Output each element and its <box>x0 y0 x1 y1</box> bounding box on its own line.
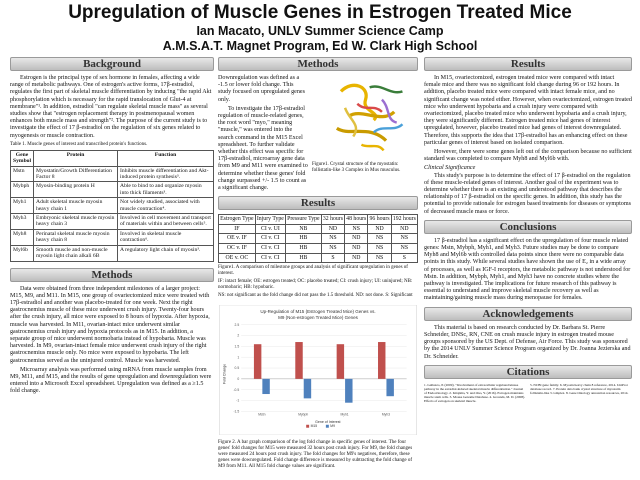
table-cell: NS <box>368 244 391 254</box>
table-cell: Myh8 <box>11 229 34 245</box>
poster-author: Ian Macato, UNLV Summer Science Camp <box>196 24 444 38</box>
poster-header <box>0 0 640 56</box>
table-cell: OE v. OC <box>219 253 256 263</box>
table-row <box>11 245 214 261</box>
citations-heading: Citations <box>424 365 632 379</box>
results-legend-1: IF: intact female; OE: estrogen treated; OC: placebo treated; CI: crush injury; UI: uninjured; NB: normobaric; HB: hypobaric. <box>218 279 413 291</box>
chart-bar <box>262 379 269 394</box>
table-cell: NS <box>391 234 417 244</box>
chart-bar <box>386 379 393 396</box>
citations-right: 5. NCBI gene family. 6. Myosin heavy chain 8 reference, 2014. UniProt database record. 7. Protein data bank crystal structure of myostatin follistatin-like 3 complex. 8. Gene Ontology annotation resources, 2014. <box>530 382 629 395</box>
table-cell: CI v. UI <box>255 224 285 234</box>
table-cell: ND <box>391 224 417 234</box>
protein-structure-image <box>312 75 424 157</box>
right-column <box>424 57 632 403</box>
chart-y-tick-label: 1.5 <box>234 344 240 349</box>
gene-table-header: Protein <box>34 150 118 166</box>
chart-y-label: Fold Change <box>222 364 227 385</box>
chart-bar <box>304 379 311 399</box>
chart-x-label: Gene of Interest <box>315 420 341 425</box>
chart-x-tick-label: Mybph <box>298 412 309 417</box>
gene-table-header: Gene Symbol <box>11 150 34 166</box>
chart-y-tick-label: -1.5 <box>233 409 240 414</box>
chart-legend-swatch <box>326 425 329 428</box>
table-cell: HB <box>286 244 322 254</box>
chart-bar <box>254 344 261 379</box>
methods-mid-text-1: Downregulation was defined as a -1.5 or lower fold change. This study focused on upregulated genes only. <box>218 75 305 103</box>
table-cell: HB <box>286 253 322 263</box>
gene-table <box>10 150 214 262</box>
table-row <box>11 198 214 214</box>
table-cell: Myl6b <box>11 245 34 261</box>
table-cell: ND <box>321 224 344 234</box>
chart-legend-label: M15 <box>310 424 318 429</box>
results-table-header: Estrogen Type <box>219 215 256 225</box>
table-cell: Involved in cell movement and transport of materials within and between cells⁵. <box>118 214 214 230</box>
chart-y-tick-label: 0 <box>237 377 240 382</box>
protein-figure <box>312 75 418 194</box>
chart-bar <box>378 342 385 379</box>
methods-text-1: Data were obtained from three independent milestones of a larger project: M15, M9, and M11. In M15, one group of ovariectomized mice were treated with 17β-estradiol and another was placebo-treated for one week. Next the right gastrocnemius muscle of these mice underwent crush injury. Twenty-four hours after the crush injury, all mice were exposed to 8 hours of hypoxia. After hypoxia, muscle was harvested. In M11, ovarian-intact mice underwent similar gastrocnemius crush injury and hypoxia protocols as in M15. In addition, a separate group of mice underwent normobaria instead of hypobaria. Muscle was harvested. In M9, ovarian-intact female mice underwent crush injury of the right gastrocnemius muscle only. No mice were exposed to hypobaria. The left gastrocnemius served as the uninjured control. Muscle was harvested. <box>10 285 210 364</box>
results-table-header: 96 hours <box>368 215 391 225</box>
methods-heading-mid: Methods <box>218 57 418 71</box>
middle-column <box>218 57 418 472</box>
table-cell: S <box>321 253 344 263</box>
background-heading: Background <box>10 57 214 71</box>
table-cell: ND <box>345 234 368 244</box>
table-cell: Able to bind to and organize myosin into thick filaments³. <box>118 182 214 198</box>
results-table <box>218 214 418 263</box>
table-cell: Involved in skeletal muscle contraction⁶. <box>118 229 214 245</box>
chart-legend-label: M9 <box>330 424 335 429</box>
chart-legend-swatch <box>306 425 309 428</box>
table-cell: CI v. CI <box>255 244 285 254</box>
table-cell: A regulatory light chain of myosin³. <box>118 245 214 261</box>
acknowledgements-heading: Acknowledgements <box>424 307 632 321</box>
results-table-header: 48 hours <box>345 215 368 225</box>
table-cell: IF <box>219 224 256 234</box>
table-cell: S <box>391 253 417 263</box>
table-cell: HB <box>286 234 322 244</box>
chart-x-tick-label: Mstn <box>258 412 266 417</box>
table-cell: Myh1 <box>11 198 34 214</box>
results-table-header: Injury Type <box>255 215 285 225</box>
chart-x-tick-label: Myh3 <box>381 412 391 417</box>
table-cell: ND <box>368 224 391 234</box>
chart-y-tick-label: 0.5 <box>234 366 240 371</box>
table-cell: Inhibits muscle differentiation and Akt-induced protein synthesis³. <box>118 166 214 182</box>
left-column <box>10 57 214 398</box>
poster-school: A.M.S.A.T. Magnet Program, Ed W. Clark High School <box>162 39 478 53</box>
fold-change-bar-chart <box>218 305 418 435</box>
table-cell: ND <box>345 253 368 263</box>
conclusions-heading: Conclusions <box>424 220 632 234</box>
methods-with-figure <box>218 75 418 194</box>
results-heading-mid: Results <box>218 196 418 210</box>
table-row <box>219 234 418 244</box>
clinical-significance-text: This study's purpose is to determine the effect of 17 β-estradiol on the regulation of these muscle-related genes of interest. Another goal of the experiment was to determine whether there is an existing and understood pathway that describes the relationship of 17 β-estradiol on the specific genes. In addition, this study has the potential to provide rationale for estrogen based treatments for diseases or symptoms of decreased muscle mass or force. <box>424 172 631 215</box>
table-cell: Myosin-binding protein H <box>34 182 118 198</box>
results-table-header: Pressure Type <box>286 215 322 225</box>
chart-x-tick-label: Myh1 <box>340 412 349 417</box>
chart-subtitle: M9 (Non-estrogen Treated Mice) Genes <box>278 315 358 321</box>
results-heading-right: Results <box>424 57 632 71</box>
background-text: Estrogen is the principal type of sex hormone in females, affecting a wide range of metabolic pathways. One of estrogen's active forms, 17β-estradiol, regulates the first part of skeletal muscle differentiation by inducing "the rapid Akt phosphorylation which is necessary for the rapid translocation of Glut-4 at membrane"¹. In addition, estradiol "can regulate skeletal muscle mass" as several studies show that "estrogen replacement therapy in postmenopausal women enhances both muscle mass and strength"². The purpose of the current study is to investigate the effect of 17 β-estradiol on the regulation of six genes related to myogenesis or muscle contraction. <box>10 75 212 139</box>
table-cell: Myostatin/Growth Differentiation Factor 8 <box>34 166 118 182</box>
table-cell: Not widely studied, associated with muscle contraction⁴. <box>118 198 214 214</box>
table-cell: Embryonic skeletal muscle myosin heavy chain 3 <box>34 214 118 230</box>
table-cell: NS <box>368 234 391 244</box>
methods-text-2: Microarray analysis was performed using mRNA from muscle samples from M9, M11, and M15, and the results of gene upregulation and downregulation were entered into a Microsoft Excel spreadsheet. Upregulation was defined as a ≥1.5 fold change. <box>10 366 212 395</box>
results-legend-2: NS: not significant as the fold change did not pass the 1.5 threshold. ND: not done. S: Significant <box>218 293 413 299</box>
chart-y-tick-label: 2 <box>237 333 240 338</box>
table-row <box>11 229 214 245</box>
table-row <box>11 166 214 182</box>
chart-bar <box>345 379 352 403</box>
chart-y-tick-label: -1 <box>236 398 240 403</box>
gene-table-caption: Table 1. Muscle genes of interest and transcribed protein's functions. <box>10 141 148 147</box>
gene-table-header: Function <box>118 150 214 166</box>
table-row <box>11 182 214 198</box>
table-cell: ND <box>345 244 368 254</box>
table-cell: OC v. IF <box>219 244 256 254</box>
table-cell: Adult skeletal muscle myosin heavy chain 1 <box>34 198 118 214</box>
methods-heading-left: Methods <box>10 268 214 282</box>
table-cell: Mstn <box>11 166 34 182</box>
table-cell: NS <box>345 224 368 234</box>
citations-block <box>424 383 632 403</box>
table-cell: Smooth muscle and non-muscle myosin light chain alkali 6B <box>34 245 118 261</box>
chart-y-tick-label: 1 <box>237 355 240 360</box>
table-row <box>219 253 418 263</box>
table-cell: CI v. CI <box>255 253 285 263</box>
results-table-header: 192 hours <box>391 215 417 225</box>
table-cell: Perinatal skeletal muscle myosin heavy chain 8 <box>34 229 118 245</box>
figure1-caption: Figure1. Crystal structure of the myostatin: follistatin-like 3 Complex in Mus musculus. <box>312 162 401 174</box>
acknowledgements-text: This material is based on research conducted by Dr. Barbara St. Pierre Schneider, DNSc, RN, CNE on crush muscle injury in estrogen treated mouse groups sponsored by the US Dept. of Defense, Air Force. This study was sponsored by the 2014 UNLV Summer Science Program organized by Dr. Joanna Jezierska and Dr. Schneider. <box>424 324 631 360</box>
results-text-2: However, there were some genes left out of the comparison because no sufficient standard was completed to compare Myh8 and Myl6b with. <box>424 149 632 163</box>
poster-title: Upregulation of Muscle Genes in Estrogen Treated Mice <box>68 2 572 23</box>
conclusions-text: 17 β-estradiol has a significant effect on the upregulation of four muscle related genes: Mstn, Mybph, Myh1, and Myh3. Future studies may be done to compare Myh8 and Myl6b with controlled data points since there were no comparable data points in this study. While several studies have shown the use of E₂ in a wide array of processes, as well as IGF-I receptors, the metabolic pathway is not understood for Mstn. In addition, Mybph, Myh1, and Myh3 have no concrete studies where the pathway is investigated. The implications for future research of this pathway is essential to understand and improve skeletal muscle recovery as well as maintaining/gaining muscle mass during menopause for females. <box>424 237 631 302</box>
table-cell: NS <box>321 234 344 244</box>
results-table-header: 32 hours <box>321 215 344 225</box>
results-text-1: In M15, ovariectomized, estrogen treated mice were compared with intact female mice and there was no significant fold change during 96 or 192 hours. In addition, placebo treated mice were compared with intact female mice, and no significant change was noted either. However, when ovariectomized, estrogen treated mice who underwent hypobaria and a crush injury were compared with ovariectomized, placebo treated mice who underwent hypobaria and a crush injury, they were significantly different. Estrogen treated mice had genes of interest upregulated, however, placebo treated mice had genes of interest downregulated. Therefore, this supports the idea that 17β-estradiol has an enhancing effect on these particular genes of interest based on isolated comparison. <box>424 75 632 146</box>
table-cell: CI v. CI <box>255 234 285 244</box>
chart-bar <box>295 342 302 379</box>
clinical-significance-heading: Clinical Significance <box>424 165 476 172</box>
table-cell: NS <box>368 253 391 263</box>
citations-left: 1. Galluzzo, P. (2009). "Involvement of extracellular regulated kinase pathway in the estradiol-induced skeletal muscle differentiation." Journal of Endocrinology. 2. Kitajima, Y. and Ono, Y. (2016). Estrogen maintains muscle stem cells. 3. Mouse Genome Database. 4. Grounds, M. D. (2008). Effects of estrogen on skeletal muscle. <box>424 382 526 403</box>
table-cell: Myh3 <box>11 214 34 230</box>
results-table-header-row <box>219 215 418 225</box>
chart-y-tick-label: 2.5 <box>234 323 240 328</box>
methods-mid-text-2: To investigate the 17β-estradiol regulation of muscle-related genes, the root word "myo," meaning "muscle," was entered into the search command in the M15 Excel spreadsheet. To further validate whether this effect was specific for 17β-estradiol, microarray gene data from M9 and M11 were examined to determine whether these genes' fold change surpassed +/- 1.5 to count as a significant change. <box>218 105 308 192</box>
table-cell: NS <box>391 244 417 254</box>
table-row <box>219 224 418 234</box>
table-cell: NS <box>321 244 344 254</box>
table-row <box>11 214 214 230</box>
chart-bar <box>337 344 344 379</box>
table-row <box>219 244 418 254</box>
gene-table-header-row <box>11 150 214 166</box>
table-cell: OE v. IF <box>219 234 256 244</box>
table-cell: Mybph <box>11 182 34 198</box>
figure2-caption: Figure 2. A bar graph comparison of the log fold change in specific genes of interest. The four genes' fold changes for M15 were measured 32 hours post crush injury. For M9, the fold changes were measured 24 hours post crush injury. The fold changes for M9's negatives, therefore, these genes were downregulated. Fold change difference is measured by subtracting the fold change of M9 from M11. All M15 fold change values are significant. <box>218 440 413 470</box>
results-table-caption: Figure1. A comparison of milestone groups and analysis of significant upregulation in genes of interest. <box>218 265 408 277</box>
table-cell: NB <box>286 224 322 234</box>
chart-y-tick-label: -0.5 <box>233 388 240 393</box>
chart-title: Up-Regulation of M15 (Estrogen Treated Mice) Genes vs. <box>260 309 376 315</box>
methods-text-block <box>218 75 308 194</box>
